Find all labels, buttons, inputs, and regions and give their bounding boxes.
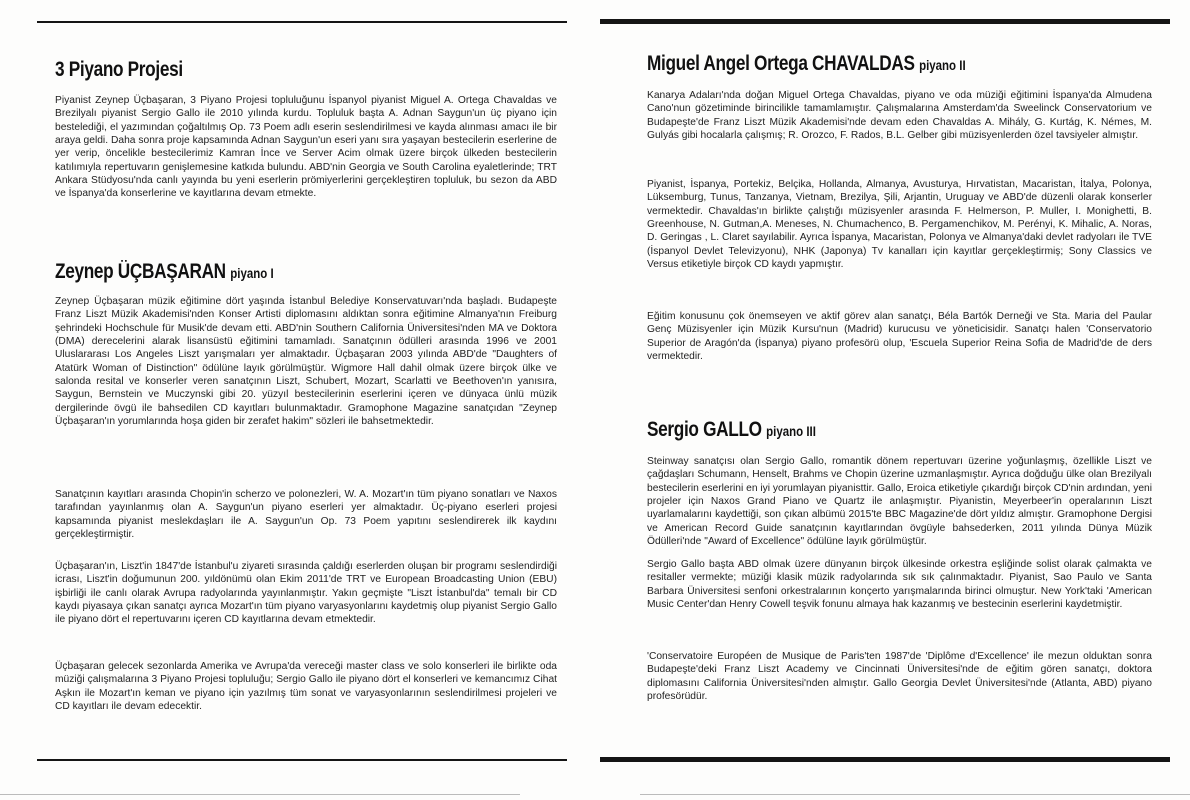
zeynep-role: piyano I: [230, 265, 274, 281]
miguel-paragraph-3: Eğitim konusunu çok önemseyen ve aktif görev alan sanatçı, Béla Bartók Derneği ve Sta. Maria del Paular Genç Müzisyenler için Müzik Kursu'nun (Madrid) kurucusu ve yöneticisidir. Sanatçı halen 'Conservatorio Superior de Aragón'da (İspanya) piyano profesörü olup, 'Escuela Superior Reina Sofia de Madrid'de de ders vermektedir.: [647, 311, 1152, 363]
sergio-role: piyano III: [766, 423, 816, 439]
sergio-name: Sergio GALLO: [647, 418, 762, 441]
zeynep-paragraph-1: Zeynep Üçbaşaran müzik eğitimine dört yaşında İstanbul Belediye Konservatuvarı'nda başladı. Budapeşte Franz Liszt Müzik Akademisi'nden Konser Artisti diplomasını aldıktan sonra eğitimine Almanya'nın Freiburg şehrindeki Hochschule für Musik'de devam etti. ABD'nin Southern California Üniversitesi'nden MA ve Doktora (DMA) derecelerini alarak lisansüstü eğitimini tamamladı. Sanatçının ödülleri arasında 1996 ve 2001 Uluslararası Los Angeles Liszt yarışmaları yer almaktadır. Üçbaşaran 2003 yılında ABD'de "Daughters of Atatürk Woman of Distinction" ödülüne layık görülmüştür. Wigmore Hall dahil olmak üzere birçok ülke ve salonda resital ve konserler veren sanatçının Liszt, Schubert, Mozart, Scarlatti ve Beethoven'ın yanısıra, Saygun, Bernstein ve Muczynski gibi 20. yüzyıl bestecilerinin eserlerini içeren ve dünyaca ünlü müzik dergilerinde övgü ile bahsedilen CD kayıtları bulunmaktadır. Gramophone Magazine sanatçıdan "Zeynep Üçbaşaran'ın yorumlarında hoşa giden bir zerafet hakim" sözleri ile bahsetmektedir.: [55, 296, 557, 428]
project-title: [55, 58, 183, 82]
miguel-paragraph-2: Piyanist, İspanya, Portekiz, Belçika, Hollanda, Almanya, Avusturya, Hırvatistan, Macaristan, İtalya, Polonya, Lüksemburg, Tunus, Tanzanya, Vietnam, Brezilya, Şili, Arjantin, Uruguay ve ABD'de düzenli olarak konserler vermektedir. Chavaldas'ın birlikte çalıştığı müzisyenler arasında F. Helmerson, P. Muller, I. Monighetti, B. Greenhouse, N. Gutman,A. Meneses, N. Chumachenco, B. Pergamenchikov, M. Perényi, K. Mihalic, A. Noras, D. Geringas , L. Claret sayılabilir. Ayrıca İspanya, Macaristan, Polonya ve Almanya'daki devlet radyoları ile TVE (İspanyol Devlet Televizyonu), NHK (Japonya) Tv kanalları için kayıtlar gerçekleştirmiş; Sony Classics ve Versus etiketiyle birçok CD kaydı yapmıştır.: [647, 179, 1152, 271]
left-page: [40, 0, 557, 800]
miguel-paragraph-1: Kanarya Adaları'nda doğan Miguel Ortega Chavaldas, piyano ve oda müziği eğitimini İspanya'da Almudena Cano'nun gözetiminde birincilikle tamamlamıştır. Çalışmalarına Amsterdam'da Sweelinck Conservatorium ve Budapeşte'de Franz Liszt Müzik Akademisi'nde devam eden Chavaldas A. Mihály, G. Kurtág, K. Némes, M. Gulyás gibi hocalarla çalışmış; R. Orozco, F. Rados, B.L. Gelber gibi müzisyenlerden özel tavsiyeler almıştır.: [647, 90, 1152, 142]
zeynep-paragraph-2: Sanatçının kayıtları arasında Chopin'in scherzo ve polonezleri, W. A. Mozart'ın tüm piyano sonatları ve Naxos tarafından yayınlanmış olan A. Saygun'un piyano eserleri yer almaktadır. Üç-piyano eserleri projesi kapsamında piyanist meslekdaşları ile A. Saygun'un Op. 73 Poem yapıtını seslendirerek ilk kaydını gerçekleştirmiştir.: [55, 489, 557, 541]
zeynep-paragraph-3: Üçbaşaran'ın, Liszt'in 1847'de İstanbul'u ziyareti sırasında çaldığı eserlerden oluşan bir programı seslendirdiği icrası, Liszt'in doğumunun 200. yıldönümü olan Ekim 2011'de TRT ve European Broadcasting Union (EBU) işbirliği ile canlı olarak Avrupa radyolarında yayınlanmıştır. Yakın geçmişte "Liszt İstanbul'da" temalı bir CD kaydı piyasaya çıkan sanatçı ayrıca Mozart'ın tüm piyano varyasyonlarını kaydetmiş olup piyanist Sergio Gallo ile piyano dört el repertuvarını içeren CD kayıtlarına devam etmektedir.: [55, 561, 557, 626]
sergio-paragraph-2: Sergio Gallo başta ABD olmak üzere dünyanın birçok ülkesinde orkestra eşliğinde solist olarak çalmakta ve resitaller vermekte; müziği klasik müzik radyolarında sık sık çalınmaktadır. Piyanist, Sao Paulo ve Santa Barbara Üniversitesi senfoni orkestralarının konçerto yarışmalarında birinci olmuştur. New York'taki 'American Music Center'dan Henry Cowell teşvik fonunu almaya hak kazanmış ve bestecinin eserlerini kaydetmiştir.: [647, 559, 1152, 611]
right-page: [632, 0, 1152, 800]
miguel-name: Miguel Angel Ortega CHAVALDAS: [647, 52, 915, 75]
zeynep-paragraph-4: Üçbaşaran gelecek sezonlarda Amerika ve Avrupa'da vereceği master class ve solo konserleri ile birlikte oda müziği çalışmalarına 3 Piyano Projesi topluluğu; Sergio Gallo ile piyano dört el konserleri ve kemancımız Cihat Aşkın ile Mozart'ın keman ve piyano için yazılmış tüm sonat ve varyasyonlarının seslendirilmesi projeleri ve CD kayıtları ile devam edecektir.: [55, 661, 557, 713]
sergio-heading: [647, 418, 816, 442]
miguel-role: piyano II: [919, 57, 966, 73]
project-title-text: 3 Piyano Projesi: [55, 58, 183, 81]
sergio-paragraph-1: Steinway sanatçısı olan Sergio Gallo, romantik dönem repertuvarı üzerine yoğunlaşmış, özellikle Liszt ve çağdaşları Schumann, Henselt, Brahms ve Chopin üzerine uzmanlaşmıştır. Ayrıca doğduğu ülke olan Brezilyalı bestecilerin eserlerini en iyi yorumlayan piyanisttir. Gallo, Eroica etiketiyle çıkardığı birçok CD'nin ardından, yeni projeler için Naxos Grand Piano ve Quartz ile anlaşmıştır. Piyanistin, Meyerbeer'in operalarının Liszt uyarlamalarını kaydettiği, son çıkan albümü 2015'te BBC Magazine'de dört yıldız almıştır. Gramophone Dergisi ve American Record Guide sanatçının kayıtlarından övgüyle bahsederken, 2011 yılında Dünya Müzik Ödülleri'nde "Award of Excellence" ödülüne layık görülmüştür.: [647, 456, 1153, 548]
zeynep-name: Zeynep ÜÇBAŞARAN: [55, 260, 226, 283]
zeynep-heading: [55, 260, 274, 284]
miguel-heading: [647, 52, 966, 76]
sergio-paragraph-3: 'Conservatoire Européen de Musique de Paris'ten 1987'de 'Diplôme d'Excellence' ile mezun olduktan sonra Budapeşte'deki Franz Liszt Academy ve Cincinnati Üniversitesi'nde de eğitim gören sanatçı, doktora diplomasını California Üniversitesi'nden almıştır. Gallo Georgia Devlet Üniversitesi'nde (Atlanta, ABD) piyano profesörüdür.: [647, 651, 1152, 703]
project-paragraph: Piyanist Zeynep Üçbaşaran, 3 Piyano Projesi topluluğunu İspanyol piyanist Miguel A. Ortega Chavaldas ve Brezilyalı piyanist Sergio Gallo ile 2010 yılında kurdu. Topluluk başta A. Adnan Saygun'un üç piyano için bestelediği, el yazımından çoğaltılmış Op. 73 Poem adlı eserin seslendirilmesi ve kayda alınması amacı ile bir araya geldi. Daha sonra proje kapsamında Adnan Saygun'un eseri yanı sıra yaşayan bestecilerin eserlerine de yer verip, öncelikle bestecilerimiz Kamran İnce ve Server Acim olmak üzere birçok ülkeden bestecilerin katılımıyla repertuvarın genişlemesine katkıda bulundu. ABD'nin Georgia ve South Carolina eyaletlerinde; TRT Ankara Stüdyosu'nda canlı yayında bu yeni eserlerin prömiyerlerini gerçekleştiren topluluk, bu sezon da ABD ve İspanya'da konserlerine ve kayıtlarına devam etmekte.: [55, 95, 557, 200]
